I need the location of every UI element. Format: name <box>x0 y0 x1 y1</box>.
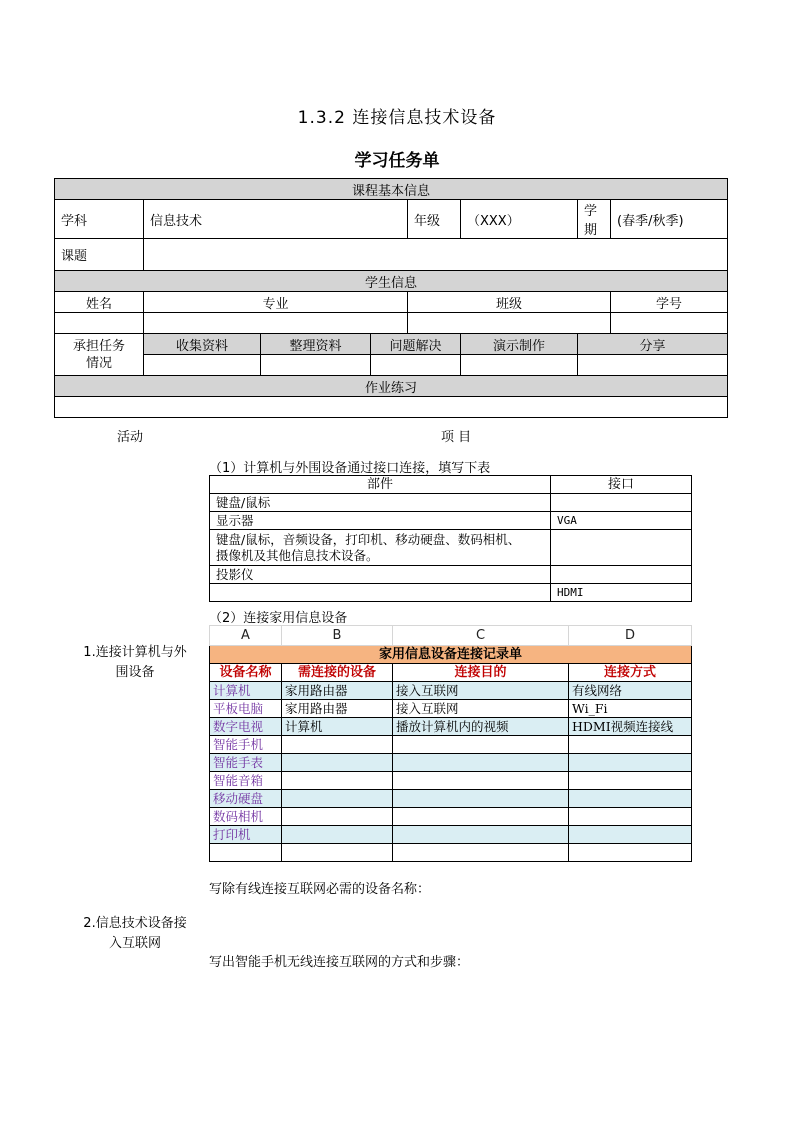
sheet-cell[interactable]: 数字电视 <box>210 718 282 736</box>
task-label <box>55 334 144 376</box>
sheet-header-device: 设备名称 <box>210 664 282 682</box>
activity-1-line2: 围设备 <box>115 665 155 680</box>
name-label: 姓名 <box>55 292 144 313</box>
interface-part-field[interactable] <box>210 584 551 602</box>
task-solve: 问题解决 <box>371 334 461 355</box>
subject-label: 学科 <box>55 200 144 239</box>
major-label: 专业 <box>144 292 408 313</box>
sheet-cell[interactable] <box>393 826 569 844</box>
sheet-cell[interactable]: 接入互联网 <box>393 700 569 718</box>
subject-value[interactable]: 信息技术 <box>144 200 408 239</box>
interface-part-line2: 摄像机及其他信息技术设备。 <box>216 547 379 563</box>
sheet-cell[interactable] <box>393 754 569 772</box>
course-info-header: 课程基本信息 <box>55 179 728 200</box>
task-collect-field[interactable] <box>144 355 261 376</box>
name-field[interactable] <box>55 313 144 334</box>
sheet-cell[interactable] <box>393 808 569 826</box>
interface-port-field[interactable] <box>551 530 692 566</box>
term-label: 学期 <box>578 200 611 239</box>
item-column-label: 项 目 <box>441 430 472 445</box>
task-label-line1: 承担任务 <box>72 338 125 354</box>
sheet-cell[interactable]: 打印机 <box>210 826 282 844</box>
student-id-label: 学号 <box>611 292 728 313</box>
sheet-cell[interactable] <box>393 844 569 862</box>
task-present-field[interactable] <box>461 355 578 376</box>
task-organize: 整理资料 <box>261 334 371 355</box>
interface-part <box>210 530 551 566</box>
sheet-cell[interactable] <box>282 808 393 826</box>
activity-1-line1: 1.连接计算机与外 <box>83 645 187 660</box>
activity-2 <box>75 914 195 954</box>
activity-1 <box>75 643 195 683</box>
major-field[interactable] <box>144 313 408 334</box>
sheet-cell[interactable]: 智能手表 <box>210 754 282 772</box>
sheet-cell[interactable]: Wi_Fi <box>569 700 692 718</box>
topic-value[interactable] <box>144 239 728 271</box>
sheet-cell[interactable]: 播放计算机内的视频 <box>393 718 569 736</box>
sheet-header-purpose: 连接目的 <box>393 664 569 682</box>
sheet-header-method: 连接方式 <box>569 664 692 682</box>
sheet-cell[interactable] <box>569 736 692 754</box>
task-share: 分享 <box>578 334 728 355</box>
sheet-cell[interactable]: HDMI视频连接线 <box>569 718 692 736</box>
task-organize-field[interactable] <box>261 355 371 376</box>
task-sheet-table <box>54 178 728 970</box>
sheet-cell[interactable] <box>569 754 692 772</box>
sheet-cell[interactable]: 有线网络 <box>569 682 692 700</box>
sheet-col-b[interactable]: B <box>282 626 393 646</box>
sheet-cell[interactable]: 平板电脑 <box>210 700 282 718</box>
sheet-cell[interactable] <box>282 826 393 844</box>
task-share-field[interactable] <box>578 355 728 376</box>
interface-port-field[interactable]: VGA <box>551 512 692 530</box>
sheet-col-d[interactable]: D <box>569 626 692 646</box>
sheet-cell[interactable] <box>569 826 692 844</box>
sheet-title: 家用信息设备连接记录单 <box>210 646 692 664</box>
interface-header-port: 接口 <box>551 476 692 494</box>
question-1: （1）计算机与外围设备通过接口连接，填写下表 <box>209 461 491 476</box>
sheet-cell[interactable] <box>569 772 692 790</box>
interface-header-part: 部件 <box>210 476 551 494</box>
sheet-cell[interactable] <box>569 790 692 808</box>
interface-port-field[interactable] <box>551 566 692 584</box>
sheet-col-c[interactable]: C <box>393 626 569 646</box>
device-record-sheet <box>209 625 692 862</box>
student-info-header: 学生信息 <box>55 271 728 292</box>
student-id-field[interactable] <box>611 313 728 334</box>
sheet-cell[interactable]: 智能手机 <box>210 736 282 754</box>
interface-part-line1: 键盘/鼠标，音频设备，打印机、移动硬盘、数码相机、 <box>216 531 521 547</box>
term-value[interactable]: (春季/秋季) <box>611 200 728 239</box>
task-solve-field[interactable] <box>371 355 461 376</box>
activity-2-line2: 入互联网 <box>108 936 161 951</box>
sheet-cell[interactable]: 接入互联网 <box>393 682 569 700</box>
sheet-cell[interactable]: 数码相机 <box>210 808 282 826</box>
task-present: 演示制作 <box>461 334 578 355</box>
sheet-cell[interactable] <box>282 736 393 754</box>
sheet-cell[interactable] <box>569 808 692 826</box>
sheet-cell[interactable] <box>282 844 393 862</box>
topic-label: 课题 <box>55 239 144 271</box>
activity-2-line1: 2.信息技术设备接 <box>83 916 187 931</box>
question-3: 写除有线连接互联网必需的设备名称： <box>209 882 431 897</box>
interface-port: HDMI <box>551 584 692 602</box>
interface-part: 键盘/鼠标 <box>210 494 551 512</box>
document-heading: 1.3.2 连接信息技术设备 <box>297 108 497 128</box>
sheet-cell[interactable] <box>282 754 393 772</box>
interface-part: 显示器 <box>210 512 551 530</box>
grade-label: 年级 <box>408 200 461 239</box>
sheet-cell[interactable]: 计算机 <box>210 682 282 700</box>
class-label: 班级 <box>408 292 611 313</box>
class-field[interactable] <box>408 313 611 334</box>
sheet-cell[interactable]: 家用路由器 <box>282 700 393 718</box>
sheet-cell[interactable] <box>393 790 569 808</box>
sheet-cell[interactable]: 家用路由器 <box>282 682 393 700</box>
task-label-line2: 情况 <box>85 355 112 371</box>
task-collect: 收集资料 <box>144 334 261 355</box>
interface-part: 投影仪 <box>210 566 551 584</box>
sheet-col-a[interactable]: A <box>210 626 282 646</box>
sheet-cell[interactable] <box>393 772 569 790</box>
activity-column-label: 活动 <box>117 430 144 445</box>
question-4: 写出智能手机无线连接互联网的方式和步骤： <box>209 955 470 970</box>
sheet-cell[interactable] <box>282 790 393 808</box>
document-subheading: 学习任务单 <box>354 151 440 171</box>
question-2: （2）连接家用信息设备 <box>209 611 348 626</box>
sheet-cell[interactable]: 智能音箱 <box>210 772 282 790</box>
sheet-header-target: 需连接的设备 <box>282 664 393 682</box>
interface-table <box>209 475 692 602</box>
sheet-cell[interactable] <box>393 736 569 754</box>
interface-port-field[interactable] <box>551 494 692 512</box>
sheet-cell[interactable]: 移动硬盘 <box>210 790 282 808</box>
sheet-cell[interactable] <box>282 772 393 790</box>
sheet-cell[interactable] <box>210 844 282 862</box>
homework-body <box>55 397 728 970</box>
sheet-cell[interactable]: 计算机 <box>282 718 393 736</box>
sheet-cell[interactable] <box>569 844 692 862</box>
homework-header: 作业练习 <box>55 376 728 397</box>
grade-value[interactable]: （XXX） <box>461 200 578 239</box>
